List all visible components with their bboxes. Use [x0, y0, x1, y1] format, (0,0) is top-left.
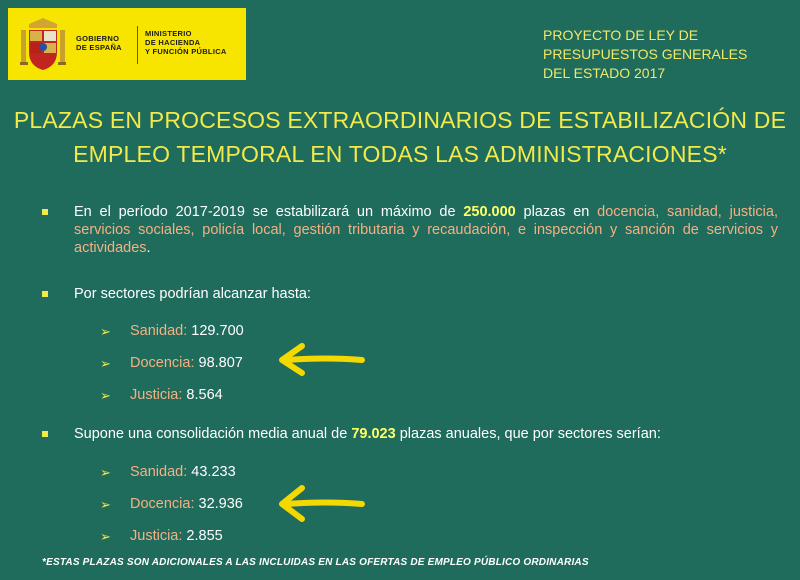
logo-divider — [137, 26, 138, 64]
bullet-text: Por sectores podrían alcanzar hasta: — [74, 286, 311, 302]
arrow-bullet-icon: ➢ — [100, 324, 111, 339]
ministerio-text: MINISTERIO DE HACIENDA Y FUNCIÓN PÚBLICA — [145, 29, 227, 56]
project-title: PROYECTO DE LEY DE PRESUPUESTOS GENERALES DEL ESTADO 2017 — [543, 27, 748, 81]
bullet-period — [42, 203, 778, 257]
coat-of-arms-icon — [20, 18, 66, 72]
arrow-bullet-icon: ➢ — [100, 465, 111, 480]
bullet-annual — [42, 425, 778, 443]
highlight-arrow-icon — [272, 482, 368, 526]
footnote: *ESTAS PLAZAS SON ADICIONALES A LAS INCLUIDAS EN LAS OFERTAS DE EMPLEO PÚBLICO ORDINARIAS — [42, 557, 589, 568]
page-title: PLAZAS EN PROCESOS EXTRAORDINARIOS DE ESTABILIZACIÓN DE EMPLEO TEMPORAL EN TODAS LAS ADMINISTRACIONES* — [13, 107, 787, 167]
bullet-square-icon — [42, 209, 48, 215]
highlight-arrow-icon — [272, 340, 368, 380]
arrow-bullet-icon: ➢ — [100, 529, 111, 544]
bullet-sectors — [42, 285, 778, 303]
government-logo — [8, 8, 246, 80]
bullet-text: En el período 2017-2019 se estabilizará un máximo de 250.000 plazas en docencia, sanidad, justicia, servicios sociales, policía local, gestión tributaria y recaudación, e inspección y sanción de servicios y actividades. — [74, 204, 778, 256]
bullet-text: Supone una consolidación media anual de 79.023 plazas anuales, que por sectores serían: — [74, 426, 661, 442]
arrow-bullet-icon: ➢ — [100, 356, 111, 371]
arrow-bullet-icon: ➢ — [100, 388, 111, 403]
arrow-bullet-icon: ➢ — [100, 497, 111, 512]
gobierno-text: GOBIERNO DE ESPAÑA — [76, 34, 122, 52]
bullet-square-icon — [42, 291, 48, 297]
bullet-square-icon — [42, 431, 48, 437]
